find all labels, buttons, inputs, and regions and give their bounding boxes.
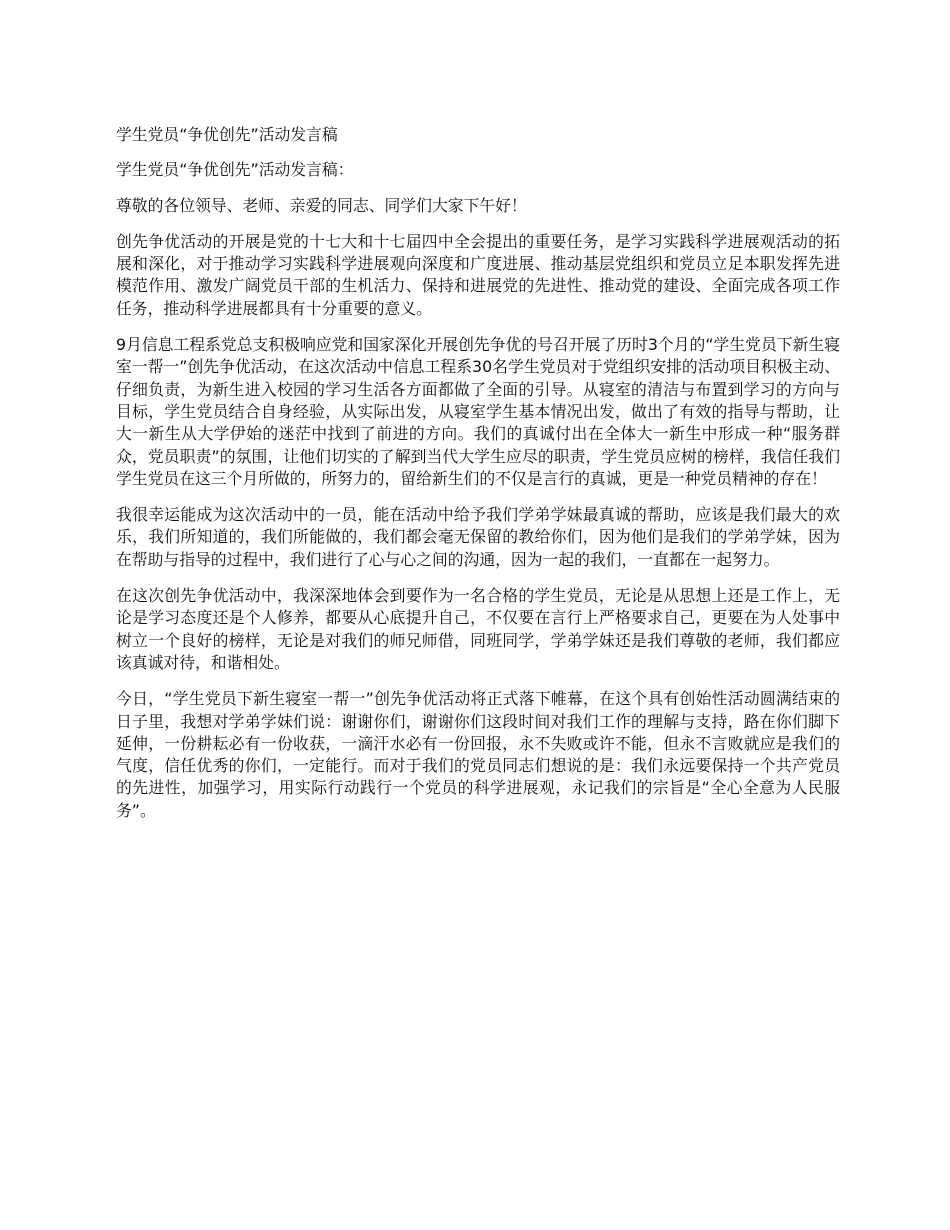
document-body [116,124,840,836]
document-subtitle: 学生党员“争优创先”活动发言稿： [116,160,354,180]
document-title: 学生党员“争优创先”活动发言稿 [116,125,338,144]
paragraph: 在这次创先争优活动中，我深深地体会到要作为一名合格的学生党员，无论是从思想上还是工作上，无论是学习态度还是个人修养，都要从心底提升自己，不仅要在言行上严格要求自己，更要在为人处事中树立一个良好的榜样，无论是对我们的师兄师借，同班同学，学弟学妹还是我们尊敬的老师，我们都应该真诚对待，和谐相处。 [116,586,840,672]
paragraph: 9月信息工程系党总支积极响应党和国家深化开展创先争优的号召开展了历时3个月的“学生党员下新生寝室一帮一”创先争优活动，在这次活动中信息工程系30名学生党员对于党组织安排的活动项目积极主动、仔细负责，为新生进入校园的学习生活各方面都做了全面的引导。从寝室的清洁与布置到学习的方向与目标，学生党员结合自身经验，从实际出发，从寝室学生基本情况出发，做出了有效的指导与帮助，让大一新生从大学伊始的迷茫中找到了前进的方向。我们的真诚付出在全体大一新生中形成一种“服务群众，党员职责”的氛围，让他们切实的了解到当代大学生应尽的职责，学生党员应树的榜样，我信任我们学生党员在这三个月所做的，所努力的，留给新生们的不仅是言行的真诚，更是一种党员精神的存在！ [116,335,840,488]
paragraph: 我很幸运能成为这次活动中的一员，能在活动中给予我们学弟学妹最真诚的帮助，应该是我们最大的欢乐，我们所知道的，我们所能做的，我们都会毫无保留的教给你们，因为他们是我们的学弟学妹，因为在帮助与指导的过程中，我们进行了心与心之间的沟通，因为一起的我们，一直都在一起努力。 [116,505,840,569]
paragraph: 创先争优活动的开展是党的十七大和十七届四中全会提出的重要任务，是学习实践科学进展观活动的拓展和深化，对于推动学习实践科学进展观向深度和广度进展、推动基层党组织和党员立足本职发挥先进模范作用、激发广阔党员干部的生机活力、保持和进展党的先进性、推动党的建设、全面完成各项工作任务，推动科学进展都具有十分重要的意义。 [116,231,840,318]
paragraph: 今日，“学生党员下新生寝室一帮一”创先争优活动将正式落下帷幕，在这个具有创始性活动圆满结束的日子里，我想对学弟学妹们说：谢谢你们，谢谢你们这段时间对我们工作的理解与支持，路在你们脚下延伸，一份耕耘必有一份收获，一滴汗水必有一份回报，永不失败或许不能，但永不言败就应是我们的气度，信任优秀的你们，一定能行。而对于我们的党员同志们想说的是：我们永远要保持一个共产党员的先进性，加强学习，用实际行动践行一个党员的科学进展观，永记我们的宗旨是“全心全意为人民服务”。 [116,689,840,820]
greeting: 尊敬的各位领导、老师、亲爱的同志、同学们大家下午好！ [116,195,527,215]
